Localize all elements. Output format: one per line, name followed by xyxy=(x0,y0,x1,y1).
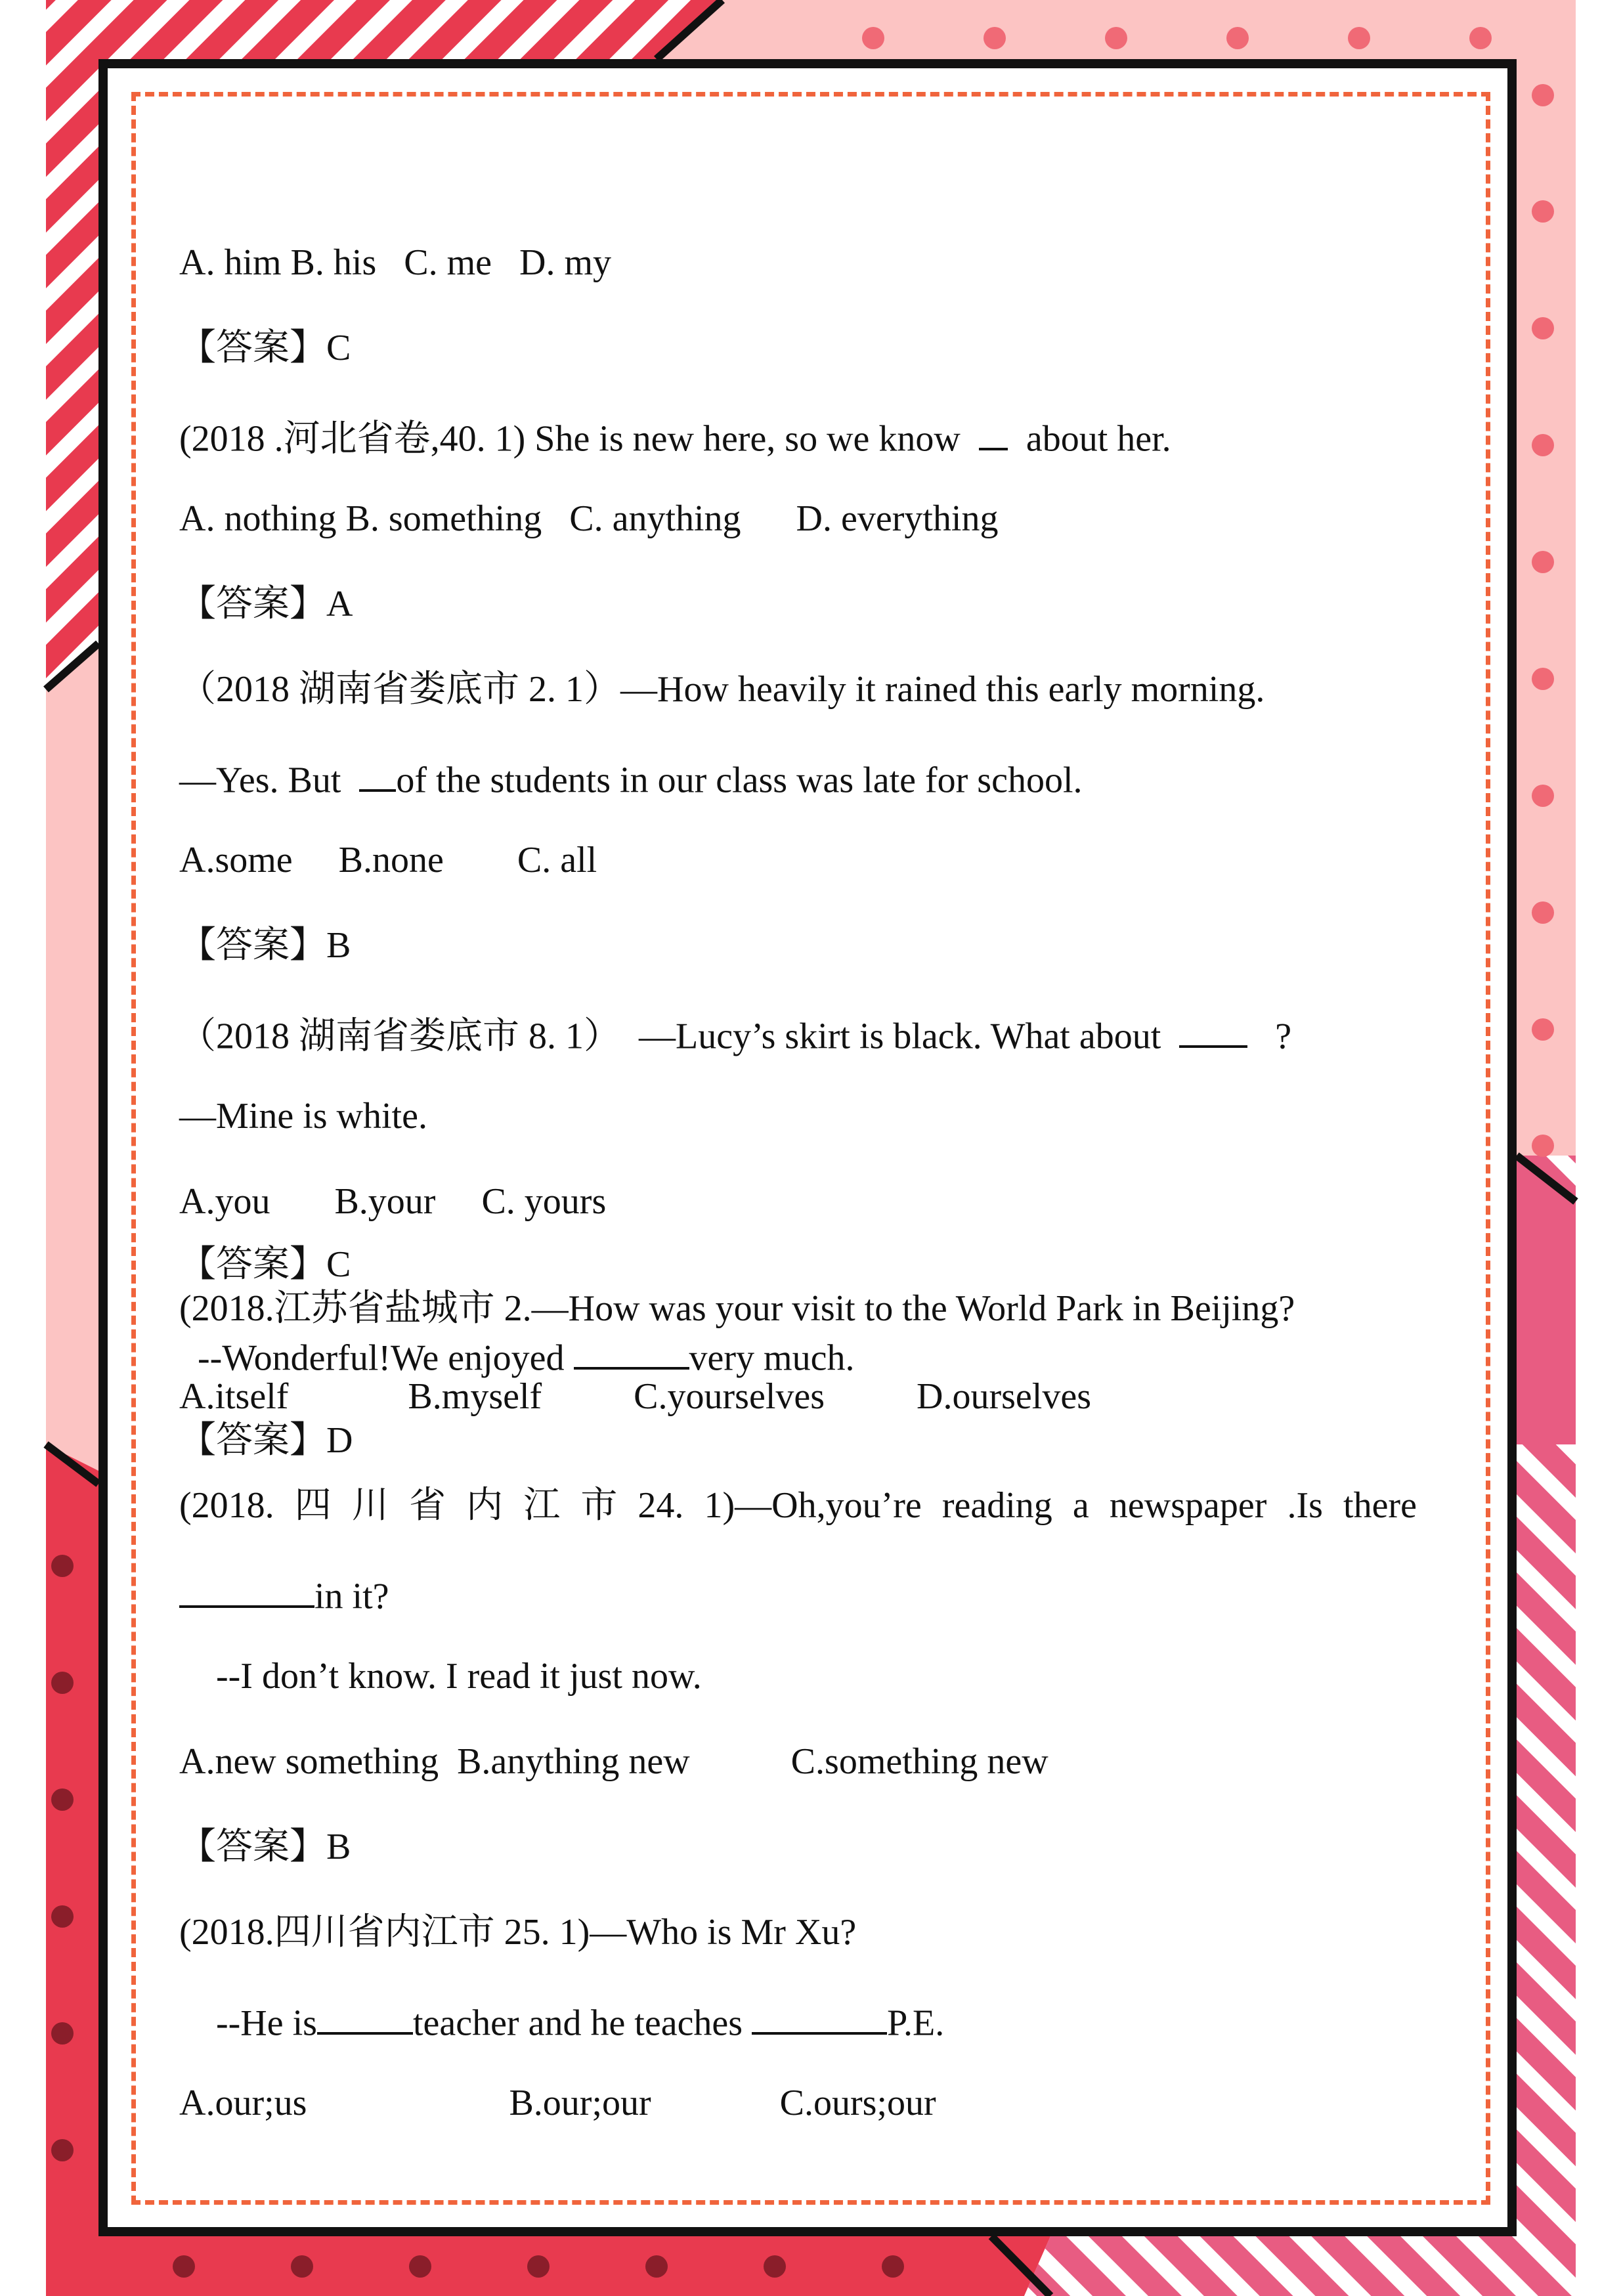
question-line: —Mine is white. xyxy=(179,1096,427,1137)
word: 川 xyxy=(351,1485,389,1526)
question-text-end: P.E. xyxy=(887,2003,945,2044)
options-line: A.our;us B.our;our C.ours;our xyxy=(179,2083,936,2123)
question-text: --He is xyxy=(179,2003,317,2044)
question-line xyxy=(179,756,1083,801)
question-text-end: ? xyxy=(1247,1016,1292,1057)
word: 四 xyxy=(294,1485,332,1526)
question-text-end: about her. xyxy=(1007,418,1171,460)
question-line: (2018.四川省内江市 25. 1)—Who is Mr Xu? xyxy=(179,1912,857,1953)
answer-line: 【答案】C xyxy=(179,1244,351,1285)
word: 省 xyxy=(408,1485,446,1526)
word: newspaper xyxy=(1109,1485,1267,1526)
answer-line: 【答案】B xyxy=(179,925,351,966)
left-pink-panel xyxy=(46,643,98,1471)
answer-blank xyxy=(317,1999,413,2035)
options-line: A.new something B.anything new C.something new xyxy=(179,1741,1048,1782)
word: 市 xyxy=(580,1485,618,1526)
question-text: --Wonderful!We enjoyed xyxy=(179,1337,574,1379)
dashed-frame xyxy=(131,92,1490,2205)
question-text: (2018 .河北省卷,40. 1) She is new here, so we know xyxy=(179,418,979,460)
question-text-end: very much. xyxy=(689,1337,855,1379)
question-line: --I don’t know. I read it just now. xyxy=(179,1656,702,1697)
options-line: A.some B.none C. all xyxy=(179,840,597,880)
options-line: A. him B. his C. me D. my xyxy=(179,242,612,283)
answer-blank xyxy=(979,415,1008,450)
answer-blank xyxy=(359,756,396,792)
word: there xyxy=(1343,1485,1417,1526)
word: reading xyxy=(941,1485,1052,1526)
answer-blank xyxy=(179,1572,314,1608)
answer-line: 【答案】C xyxy=(179,328,351,368)
answer-blank xyxy=(752,1999,887,2035)
answer-line: 【答案】A xyxy=(179,584,353,624)
question-text-mid: teacher and he teaches xyxy=(412,2003,752,2044)
word: (2018. xyxy=(179,1485,274,1526)
question-text: —Yes. But xyxy=(179,760,360,801)
question-text-end: of the students in our class was late for school. xyxy=(396,760,1083,801)
options-line: A.itself B.myself C.yourselves D.ourselves xyxy=(179,1376,1091,1417)
question-line xyxy=(179,1334,855,1379)
question-line xyxy=(179,415,1171,460)
question-text-end: in it? xyxy=(314,1576,389,1617)
answer-blank xyxy=(1179,1012,1247,1048)
word: .Is xyxy=(1287,1485,1323,1526)
question-line xyxy=(179,1572,389,1617)
answer-blank xyxy=(574,1334,689,1370)
answer-line: 【答案】D xyxy=(179,1420,353,1461)
question-line: （2018 湖南省娄底市 2. 1）—How heavily it rained this early morning. xyxy=(179,669,1265,710)
question-line xyxy=(179,1012,1292,1057)
question-line xyxy=(179,1999,945,2044)
word: a xyxy=(1072,1485,1089,1526)
answer-line: 【答案】B xyxy=(179,1827,351,1867)
word: 24. xyxy=(638,1485,684,1526)
question-text: （2018 湖南省娄底市 8. 1） —Lucy’s skirt is black. What about xyxy=(179,1016,1180,1057)
word: 1)—Oh,you’re xyxy=(704,1485,922,1526)
word: 内 xyxy=(466,1485,504,1526)
word: 江 xyxy=(523,1485,561,1526)
question-line: (2018.江苏省盐城市 2.—How was your visit to the World Park in Beijing? xyxy=(179,1288,1295,1329)
question-line-justified xyxy=(179,1487,1417,1524)
options-line: A.you B.your C. yours xyxy=(179,1181,607,1222)
options-line: A. nothing B. something C. anything D. everything xyxy=(179,498,999,539)
